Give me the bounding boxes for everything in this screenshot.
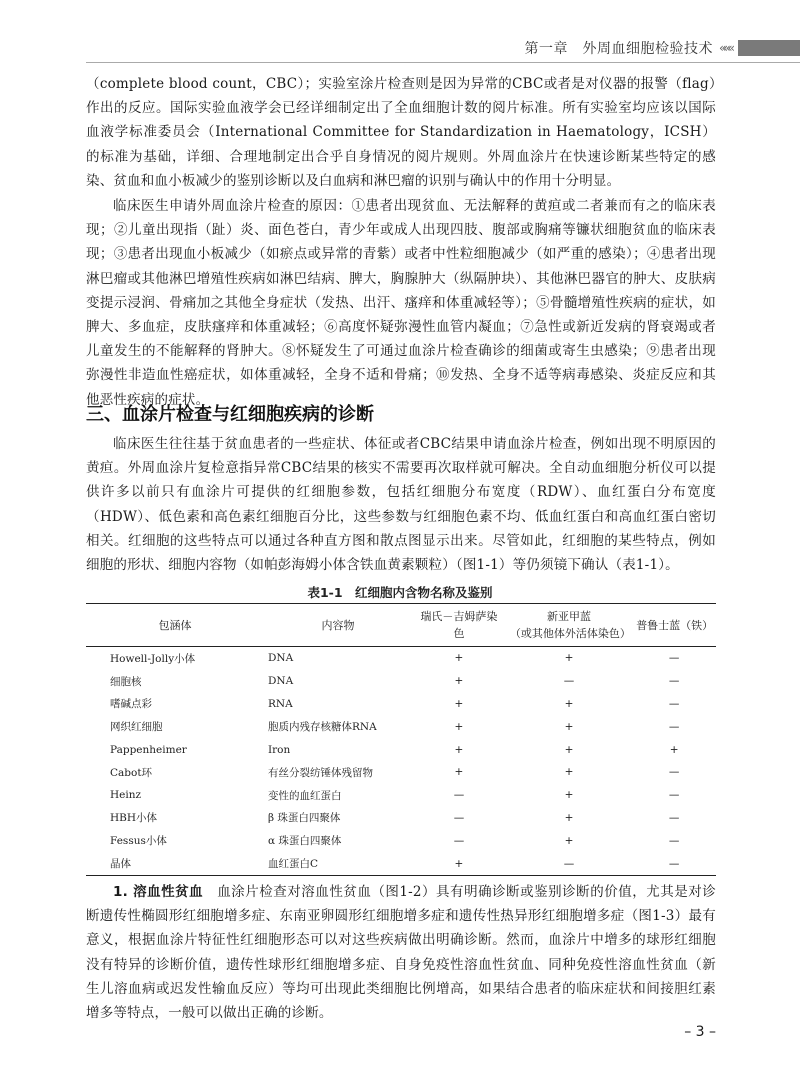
cell-prussian: — — [668, 834, 680, 847]
cell-prussian: — — [632, 852, 716, 875]
table-row — [86, 647, 716, 670]
header-nmb-line1: 新亚甲蓝 — [547, 610, 592, 623]
chevrons-icon: ««« — [718, 41, 732, 55]
cell-wright: — — [453, 789, 465, 802]
table-row — [86, 738, 716, 761]
cell-name: Howell-Jolly小体 — [110, 652, 196, 665]
header-nmb-line2: （或其他体外活体染色） — [509, 627, 631, 640]
cell-content: α 珠蛋白四聚体 — [268, 835, 342, 848]
table-row — [86, 761, 716, 784]
running-header — [524, 38, 800, 58]
table-row — [86, 807, 716, 830]
cell-wright: + — [454, 720, 464, 733]
cell-prussian: — — [668, 652, 680, 665]
cell-nmb: + — [564, 789, 574, 802]
cell-content: RNA — [268, 697, 293, 710]
table-row — [86, 829, 716, 852]
header-prussian: 普鲁士蓝（铁） — [632, 604, 716, 647]
cell-name: Pappenheimer — [110, 743, 187, 756]
subsection-lead: 1. 溶血性贫血 — [113, 884, 204, 900]
table-header-row — [86, 604, 716, 647]
cell-nmb: + — [564, 652, 574, 665]
cell-wright: + — [412, 852, 506, 875]
table-row — [86, 693, 716, 716]
header-inclusion: 包涵体 — [86, 604, 264, 647]
cell-wright: — — [453, 834, 465, 847]
cell-content: DNA — [268, 652, 294, 665]
cell-prussian: — — [668, 789, 680, 802]
cell-name: Cabot环 — [110, 766, 153, 779]
cell-prussian: — — [668, 675, 680, 688]
cell-nmb: + — [564, 743, 574, 756]
paragraph-4-body: 血涂片检查对溶血性贫血（图1-2）具有明确诊断或鉴别诊断的价值，尤其是对诊断遗传性椭圆形红细胞增多症、东南亚卵圆形红细胞增多症和遗传性热异形红细胞增多症（图1-3）最有意义，根据血涂片特征性红细胞形态可以对这些疾病做出明确诊断。然而，血涂片中增多的球形红细胞没有特异的诊断价值，遗传性球形红细胞增多症、自身免疫性溶血性贫血、同种免疫性溶血性贫血（新生儿溶血病或迟发性输血反应）等均可出现此类细胞比例增高，如果结合患者的临床症状和间接胆红素增多等特点，一般可以做出正确的诊断。 — [86, 884, 716, 1022]
header-bar — [738, 40, 800, 56]
paragraph-1: （complete blood count，CBC）；实验室涂片检查则是因为异常的CBC或者是对仪器的报警（flag）作出的反应。国际实验血液学会已经详细制定出了全血细胞计数的阅片标准。所有实验室均应该以国际血液学标准委员会（International Committee for Standardization in Haematology，ICSH）的标准为基础，详细、合理地制定出合乎自身情况的阅片规则。外周血涂片在快速诊断某些特定的感染、贫血和血小板减少的鉴别诊断以及白血病和淋巴瘤的识别与确认中的作用十分明显。 — [86, 76, 716, 189]
cell-prussian: — — [668, 720, 680, 733]
cell-content: Iron — [268, 743, 291, 756]
cell-wright: + — [454, 675, 464, 688]
cell-wright: — — [453, 811, 465, 824]
cell-content: 变性的血红蛋白 — [268, 789, 342, 802]
table-row — [86, 715, 716, 738]
header-content: 内容物 — [264, 604, 412, 647]
cell-name: HBH小体 — [110, 812, 158, 825]
cell-content: β 珠蛋白四聚体 — [268, 812, 341, 825]
paragraph-4 — [86, 880, 716, 1025]
cell-nmb: — — [563, 675, 575, 688]
cell-prussian: — — [668, 766, 680, 779]
cell-nmb: + — [564, 720, 574, 733]
cell-prussian: — — [668, 811, 680, 824]
cell-prussian: — — [668, 697, 680, 710]
cell-content: 血红蛋白C — [264, 852, 412, 875]
table-caption: 表1-1 红细胞内含物名称及鉴别 — [307, 585, 493, 600]
chapter-title: 第一章 外周血细胞检验技术 — [524, 41, 713, 57]
header-nmb — [506, 604, 632, 647]
cell-nmb: + — [564, 834, 574, 847]
cell-name: 细胞核 — [110, 675, 142, 688]
cell-content: 有丝分裂纺锤体残留物 — [268, 766, 373, 779]
cell-wright: + — [454, 766, 464, 779]
paragraph-3: 临床医生往往基于贫血患者的一些症状、体征或者CBC结果申请血涂片检查，例如出现不明原因的黄疸。外周血涂片复检意指异常CBC结果的核实不需要再次取样就可解决。全自动血细胞分析仪可以提供许多以前只有血涂片可提供的红细胞参数，包括红细胞分布宽度（RDW）、血红蛋白分布宽度（HDW）、低色素和高色素红细胞百分比，这些参数与红细胞色素不均、低血红蛋白和高血红蛋白密切相关。红细胞的这些特点可以通过各种直方图和散点图显示出来。尽管如此，红细胞的某些特点，例如细胞的形状、细胞内容物（如帕彭海姆小体含铁血黄素颗粒）（图1-1）等仍须镜下确认（表1-1）。 — [86, 436, 716, 574]
cell-nmb: — — [506, 852, 632, 875]
cell-wright: + — [454, 697, 464, 710]
cell-name: 网织红细胞 — [110, 721, 163, 734]
cell-nmb: + — [564, 766, 574, 779]
cell-name: 晶体 — [86, 852, 264, 875]
cell-name: Fessus小体 — [110, 835, 167, 848]
paragraph-2: 临床医生申请外周血涂片检查的原因：①患者出现贫血、无法解释的黄疸或二者兼而有之的临床表现；②儿童出现指（趾）炎、面色苍白，青少年或成人出现四肢、腹部或胸痛等镰状细胞贫血的临床表现；③患者出现血小板减少（如瘀点或异常的青紫）或者中性粒细胞减少（如严重的感染）；④患者出现淋巴瘤或其他淋巴增殖性疾病如淋巴结病、脾大，胸腺肿大（纵隔肿块）、其他淋巴器官的肿大、皮肤病变提示浸润、骨痛加之其他全身症状（发热、出汗、瘙痒和体重减轻等）；⑤骨髓增殖性疾病的症状，如脾大、多血症，皮肤瘙痒和体重减轻；⑥高度怀疑弥漫性血管内凝血；⑦急性或新近发病的肾衰竭或者儿童发生的不能解释的肾肿大。⑧怀疑发生了可通过血涂片检查确诊的细菌或寄生虫感染；⑨患者出现弥漫性非造血性癌症状，如体重减轻，全身不适和骨痛；⑩发热、全身不适等病毒感染、炎症反应和其他恶性疾病的症状。 — [86, 198, 716, 408]
header-wright: 瑞氏－吉姆萨染色 — [412, 604, 506, 647]
page-number: – 3 – — [684, 1024, 716, 1040]
cell-name: 嗜碱点彩 — [110, 698, 152, 711]
cell-name: Heinz — [110, 789, 142, 802]
cell-content: 胞质内残存核糖体RNA — [268, 721, 377, 734]
header-rule — [86, 62, 800, 63]
table-row — [86, 784, 716, 807]
cell-content: DNA — [268, 675, 294, 688]
cell-nmb: + — [564, 811, 574, 824]
cell-nmb: + — [564, 697, 574, 710]
cell-prussian: + — [669, 743, 679, 756]
cell-wright: + — [454, 652, 464, 665]
section-heading: 三、血涂片检查与红细胞疾病的诊断 — [86, 404, 374, 425]
cell-wright: + — [454, 743, 464, 756]
table-row — [86, 670, 716, 693]
table-row — [86, 852, 716, 875]
inclusion-table — [86, 603, 716, 876]
